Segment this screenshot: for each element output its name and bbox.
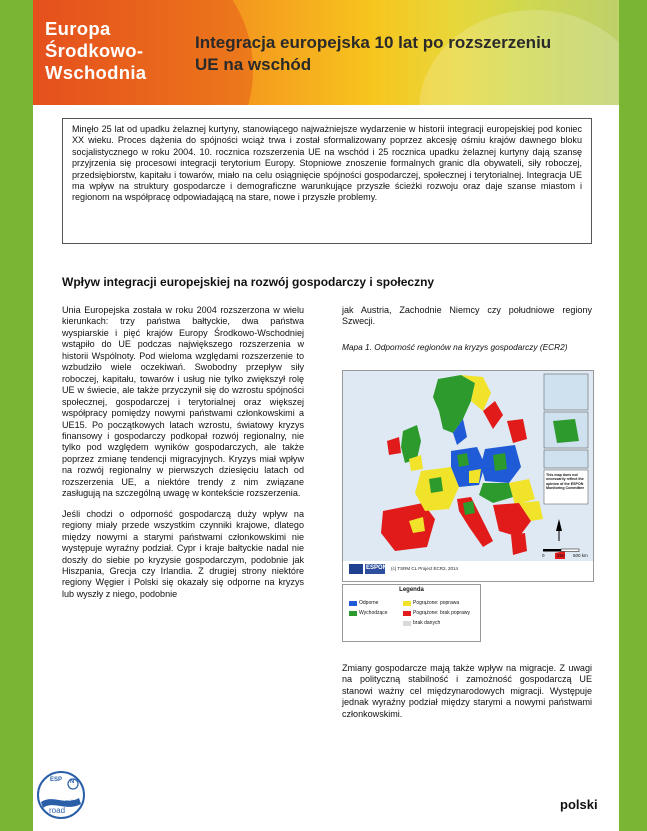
legend-swatch: [349, 611, 357, 616]
legend-swatch: [403, 601, 411, 606]
espon-road-logo: [35, 768, 95, 820]
legend-title: Legenda: [399, 587, 424, 593]
legend-item: Wychodzące: [349, 610, 388, 616]
legend-swatch: [349, 601, 357, 606]
legend-item: brak danych: [403, 620, 440, 626]
intro-box: Minęło 25 lat od upadku żelaznej kurtyny, stanowiącego najważniejsze wydarzenie w historii integracji europejskiej pod koniec XX wieku. Proces dążenia do spójności wciąż trwa i został sformalizowany poprzez akcesję ośmiu krajów dawnego bloku socjalistycznego w roku 2004. 10. rocznica rozszerzenia UE na wschód i 25 rocznica upadku żelaznej kurtyny dają szansę przyjrzenia się procesowi integracji terytorium Europy. Stopniowe znoszenie formalnych granic dla obywateli, siły roboczej, przedsiębiorstw, kapitału i towarów, miało na celu osiągnięcie spójności gospodarczej, społecznej i terytorialnej. Integracja UE ma wpływ na struktury gospodarcze i demograficzne warunkujące przyszłe ścieżki rozwoju oraz daje szanse miastom i regionom na współpracę odpowiadającą na stare, nowe i przyszłe problemy.: [62, 118, 592, 244]
left-column: [62, 305, 304, 609]
legend-item: Odporne: [349, 600, 378, 606]
legend-swatch: [403, 621, 411, 626]
map-espon-label: ESPON: [366, 565, 388, 571]
map-scale-0: 0: [542, 553, 545, 558]
logo-road-text: road: [49, 806, 66, 815]
left-green-band: [0, 0, 33, 831]
map-caption: Mapa 1. Odporność regionów na kryzys gospodarczy (ECR2): [342, 342, 568, 352]
logo-n-letter: N: [70, 779, 75, 785]
map-scale-500: 500 km: [573, 553, 588, 558]
logo-espon-text: ESP: [50, 777, 63, 783]
resilience-map: [342, 370, 594, 582]
legend-swatch: [403, 611, 411, 616]
page-title: Integracja europejska 10 lat po rozszerzeniu UE na wschód: [195, 33, 552, 74]
section-heading: Wpływ integracji europejskiej na rozwój gospodarczy i społeczny: [62, 275, 435, 289]
logo-tag-text: on the: [65, 798, 77, 803]
legend-item: Pogrążone: poprawa: [403, 600, 459, 606]
region-title: Europa Środkowo-Wschodnia: [45, 18, 147, 83]
legend-item: Pogrążone: brak poprawy: [403, 610, 470, 616]
right-paragraph-bottom: Zmiany gospodarcze mają także wpływ na migracje. Z uwagi na polityczną stabilność i zamożność gospodarczą UE stanowi ważny cel międzynarodowych migracji. Występuje jednak wyraźny podział między starymi a nowymi państwami członkowskimi.: [342, 663, 592, 719]
header-banner: [33, 0, 619, 105]
right-paragraph-top: jak Austria, Zachodnie Niemcy czy południowe regiony Szwecji.: [342, 305, 592, 327]
right-green-band: [619, 0, 647, 831]
left-paragraph-1: Unia Europejska została w roku 2004 rozszerzona w wielu kierunkach: trzy państwa bałtyckie, dwa państwa wyspiarskie i pięć krajów Europy Środkowo-Wschodniej wstąpiło do UE podczas największego rozszerzenia w historii Wspólnoty. Pod wieloma względami rozszerzenie to wzbudziło wiele oczekiwań. Swobodny przepływ siły roboczej, kapitału, towarów i usług nie tylko zwiększył rolę UE w świecie, ale także przyczynił się do wzrostu spójności społecznej, gospodarczej i terytorialnej oraz większej współpracy pomiędzy nowymi państwami członkowskimi a UE15. Po początkowych latach wzrostu, światowy kryzys finansowy i gospodarczy podkopał rozwój regionalny, nie tylko pod względem wyników gospodarczych, ale także poprzez zmianę tendencji migracyjnych. Kryzys miał wpływ na rozwój regionalny w pierwszych dziesięciu latach od rozszerzenia UE, a niektóre trendy z nim związane zasługują na szczególną uwagę w kontekście rozszerzenia.: [62, 305, 304, 499]
map-disclaimer: This map does not necessarily reflect the opinion of the ESPON Monitoring Committee: [546, 473, 585, 490]
map-legend: [342, 584, 481, 642]
map-credit: (c) TSRM CL Project ECR2, 2014: [391, 566, 459, 571]
map-scale-250: 250: [557, 553, 565, 558]
left-paragraph-2: Jeśli chodzi o odporność gospodarczą duży wpływ na regiony miały przede wszystkim czynniki krajowe, dlatego między nowymi a starymi państwami członkowskimi nie występuje wyraźny podział. Cypr i kraje bałtyckie nadal nie doszły do siebie po kryzysie gospodarczym, podobnie jak Hiszpania, Grecja czy Irlandia. Z drugiej strony niektóre regiony Węgier i Polski się okazały się odporne na kryzys lub wyszły z niego, podobnie: [62, 508, 304, 599]
language-label: polski: [560, 797, 598, 812]
